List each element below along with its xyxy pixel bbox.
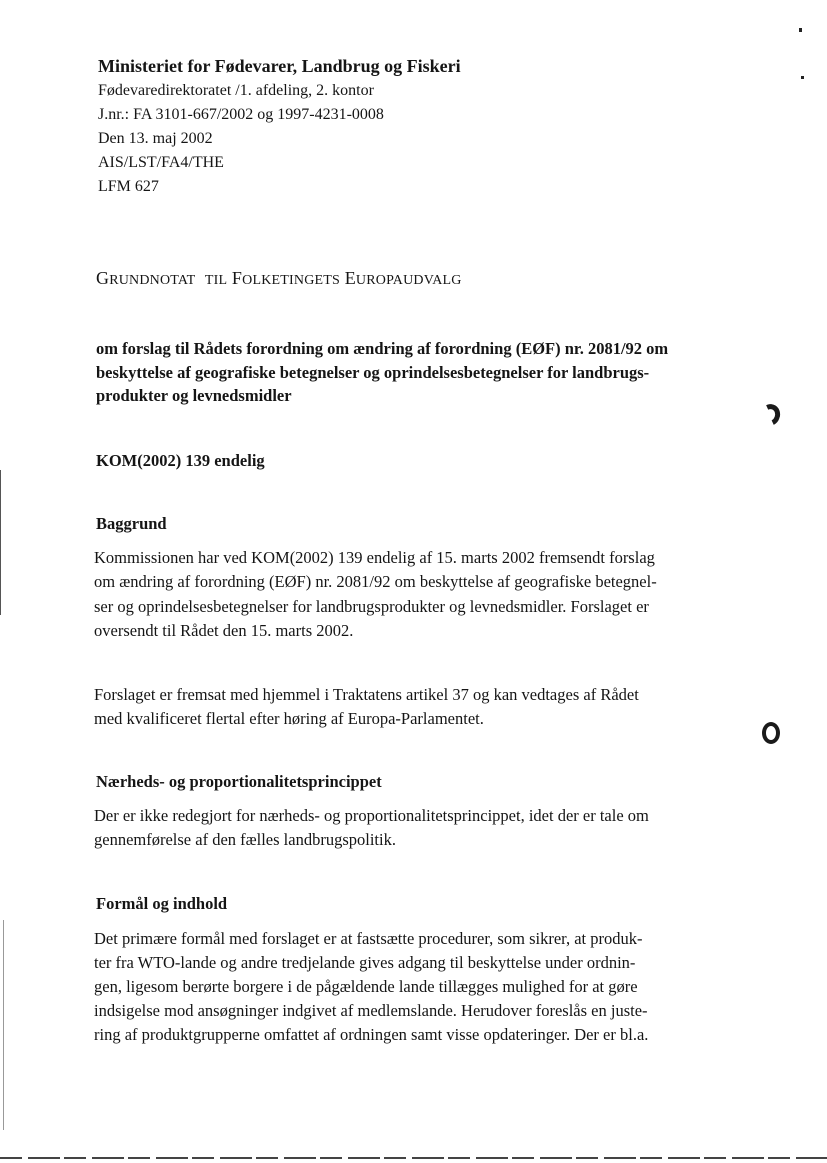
paragraph-line: gennemførelse af den fælles landbrugspolitik. — [94, 830, 396, 849]
section-heading-baggrund: Baggrund — [96, 514, 167, 533]
paragraph-line: gen, ligesom berørte borgere i de pågældende lande tillægges mulighed for at gøre — [94, 977, 638, 996]
section-heading-formaal: Formål og indhold — [96, 894, 228, 913]
paragraph-line: oversendt til Rådet den 15. marts 2002. — [94, 621, 354, 640]
subject-line: om forslag til Rådets forordning om ændring af forordning (EØF) nr. 2081/92 om — [96, 339, 669, 358]
paragraph-line: Kommissionen har ved KOM(2002) 139 endelig af 15. marts 2002 fremsendt forslag — [94, 548, 655, 567]
scan-edge — [3, 920, 4, 1130]
scan-speck — [799, 28, 802, 32]
paragraph-line: om ændring af forordning (EØF) nr. 2081/92 om beskyttelse af geografiske betegnel- — [94, 572, 657, 591]
document-title: GRUNDNOTAT TIL FOLKETINGETS EUROPAUDVALG — [96, 268, 462, 288]
paragraph-line: Der er ikke redegjort for nærheds- og proportionalitetsprincippet, idet der er tale om — [94, 806, 649, 825]
department-line: Fødevaredirektoratet /1. afdeling, 2. kontor — [98, 82, 374, 99]
paragraph-line: ring af produktgrupperne omfattet af ordningen samt visse opdateringer. Der er bl.a. — [94, 1025, 649, 1044]
paragraph-line: Forslaget er fremsat med hjemmel i Traktatens artikel 37 og kan vedtages af Rådet — [94, 685, 639, 704]
document-date: Den 13. maj 2002 — [98, 130, 213, 147]
paragraph-line: med kvalificeret flertal efter høring af Europa-Parlamentet. — [94, 709, 484, 728]
punch-hole-ring — [762, 722, 780, 744]
scan-speck — [801, 76, 804, 79]
ministry-name: Ministeriet for Fødevarer, Landbrug og Fiskeri — [98, 56, 461, 76]
punch-hole-mark — [757, 401, 783, 429]
subject-line: beskyttelse af geografiske betegnelser og oprindelsesbetegnelser for landbrugs- — [96, 363, 650, 382]
paragraph-line: indsigelse mod ansøgninger indgivet af medlemslande. Herudover foreslås en juste- — [94, 1001, 648, 1020]
subject-line: produkter og levnedsmidler — [96, 386, 292, 405]
paragraph-line: Det primære formål med forslaget er at fastsætte procedurer, som sikrer, at produk- — [94, 929, 643, 948]
lfm-number: LFM 627 — [98, 178, 159, 195]
paragraph-line: ser og oprindelsesbetegnelser for landbrugsprodukter og levnedsmidler. Forslaget er — [94, 597, 649, 616]
section-heading-naerhed: Nærheds- og proportionalitetsprincippet — [96, 772, 382, 791]
scan-bottom-edge — [0, 1157, 827, 1159]
scan-edge — [0, 470, 1, 615]
paragraph-line: ter fra WTO-lande og andre tredjelande gives adgang til beskyttelse under ordnin- — [94, 953, 636, 972]
reference-code: AIS/LST/FA4/THE — [98, 154, 224, 171]
journal-number: J.nr.: FA 3101-667/2002 og 1997-4231-0008 — [98, 106, 384, 123]
kom-reference: KOM(2002) 139 endelig — [96, 451, 265, 470]
